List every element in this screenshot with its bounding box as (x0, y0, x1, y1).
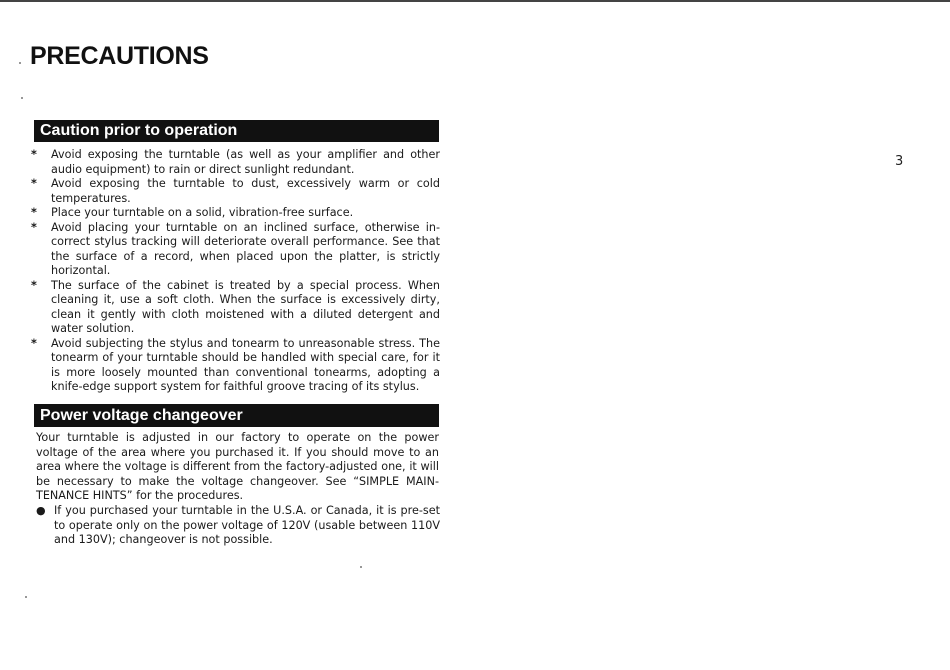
list-item (30, 337, 440, 395)
asterisk-bullet-icon: * (31, 336, 37, 350)
top-scan-edge (0, 0, 950, 2)
asterisk-bullet-icon: * (31, 206, 37, 219)
asterisk-bullet-icon: * (31, 220, 37, 234)
list-item-text: Avoid placing your turntable on an inclined surface, otherwise in-correct stylus tracking will deteriorate overall performance. See that the surface of a record, when placed upon the platter, is strictly horizontal. (51, 220, 440, 277)
power-voltage-list (36, 504, 440, 548)
scan-speck (19, 62, 21, 64)
scan-speck (360, 566, 362, 568)
list-item (36, 504, 440, 548)
list-item (30, 221, 440, 279)
list-item-text: If you purchased your turntable in the U.S.A. or Canada, it is pre-set to operate only on the power voltage of 120V (usable between 110V and 130V); changeover is not possible. (54, 504, 440, 547)
power-voltage-paragraph: Your turntable is adjusted in our factory to operate on the power voltage of the area where you purchased it. If you should move to an area where the voltage is different from the factory-adjusted one, it will be necessary to make the voltage changeover. See “SIMPLE MAIN-TENANCE HINTS” for the procedures. (36, 431, 439, 503)
scan-speck (25, 596, 27, 598)
caution-list (30, 148, 440, 395)
list-item (30, 148, 440, 177)
list-item-text: The surface of the cabinet is treated by a special process. When cleaning it, use a soft cloth. When the surface is excessively dirty, clean it gently with cloth moistened with a diluted detergent and water solution. (51, 278, 440, 335)
asterisk-bullet-icon: * (31, 177, 37, 190)
list-item (30, 206, 440, 221)
section-heading-power-voltage: Power voltage changeover (34, 404, 439, 427)
list-item (30, 177, 440, 206)
list-item-text: Avoid subjecting the stylus and tonearm to unreasonable stress. The tonearm of your turntable should be handled with special care, for it is more loosely mounted than conventional tonearms, adopting a knife-edge support system for faithful groove tracing of its stylus. (51, 336, 440, 393)
page-title: PRECAUTIONS (30, 42, 209, 70)
list-item-text: Avoid exposing the turntable (as well as your amplifier and other audio equipment) to rain or direct sunlight redundant. (51, 148, 440, 176)
asterisk-bullet-icon: * (31, 148, 37, 161)
section-heading-caution: Caution prior to operation (34, 120, 439, 142)
dot-bullet-icon: ● (36, 504, 46, 517)
page-number: 3 (895, 154, 904, 169)
list-item-text: Avoid exposing the turntable to dust, excessively warm or cold temperatures. (51, 177, 440, 205)
list-item-text: Place your turntable on a solid, vibration-free surface. (51, 206, 354, 219)
scan-speck (21, 97, 23, 99)
asterisk-bullet-icon: * (31, 278, 37, 292)
list-item (30, 279, 440, 337)
